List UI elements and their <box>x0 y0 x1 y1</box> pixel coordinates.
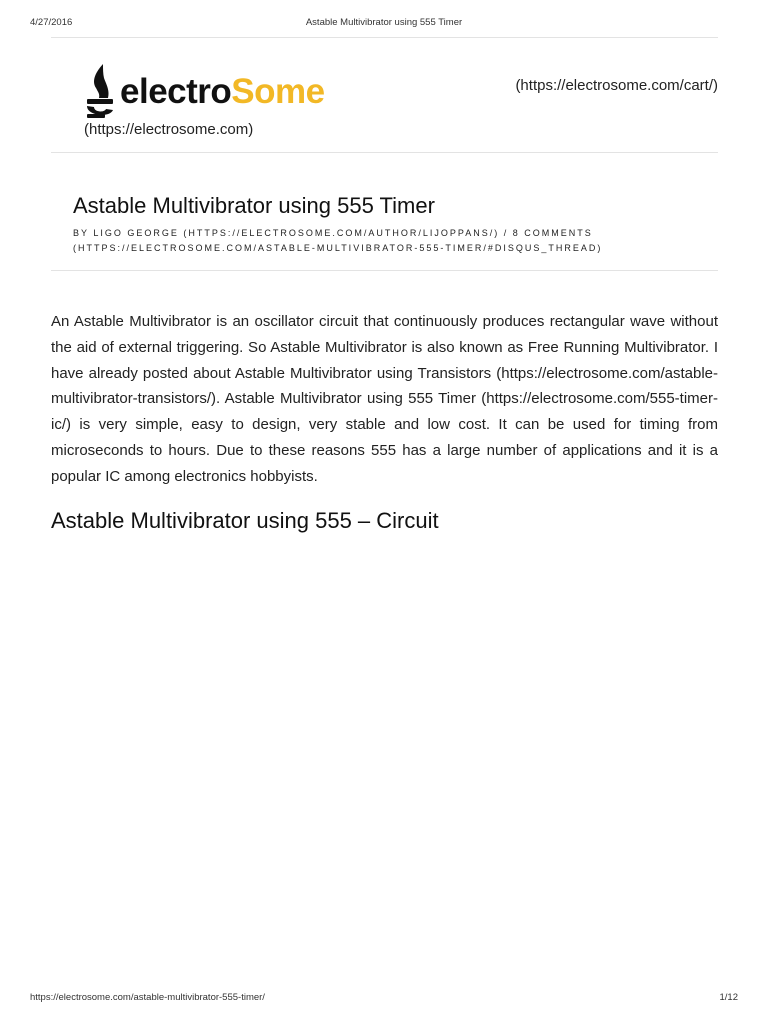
logo-text-some: Some <box>231 72 325 111</box>
print-title: Astable Multivibrator using 555 Timer <box>305 17 463 28</box>
article-intro-paragraph: An Astable Multivibrator is an oscillator circuit that continuously produces rectangular wave without the aid of external triggering. So Astable Multivibrator is also known as Free Running Multivibrator. I have already posted about Astable Multivibrator using Transistors (https://electrosome.com/astable-multivibrator-transistors/). Astable Multivibrator using 555 Timer (https://electrosome.com/555-timer-ic/) is very simple, easy to design, very stable and low cost. It can be used for timing from microseconds to hours. Due to these reasons 555 has a large number of applications and it is a popular IC among electronics hobbyists. <box>51 313 718 485</box>
print-footer-url: https://electrosome.com/astable-multivibrator-555-timer/ <box>30 992 265 1003</box>
logo-text-electro: electro <box>120 72 232 111</box>
page-number: 1/12 <box>719 992 738 1003</box>
top-divider <box>51 37 718 38</box>
logo-wordmark <box>120 72 325 112</box>
header-divider <box>51 152 718 153</box>
meta-divider <box>51 270 718 271</box>
article-meta[interactable]: BY LIGO GEORGE (HTTPS://ELECTROSOME.COM/AUTHOR/LIJOPPANS/) / 8 COMMENTS (HTTPS://ELECTROSOME.COM/ASTABLE-MULTIVIBRATOR-555-TIMER/#DISQUS_THREAD) <box>73 228 603 253</box>
print-header <box>30 17 738 31</box>
site-logo[interactable] <box>84 64 344 120</box>
home-link[interactable]: (https://electrosome.com) <box>84 121 254 138</box>
print-date: 4/27/2016 <box>30 17 73 28</box>
section-heading: Astable Multivibrator using 555 – Circuit <box>51 508 439 533</box>
article-title: Astable Multivibrator using 555 Timer <box>73 193 435 218</box>
electrosome-logo-icon <box>84 64 118 120</box>
cart-link[interactable]: (https://electrosome.com/cart/) <box>515 77 718 94</box>
print-footer <box>30 992 738 1006</box>
